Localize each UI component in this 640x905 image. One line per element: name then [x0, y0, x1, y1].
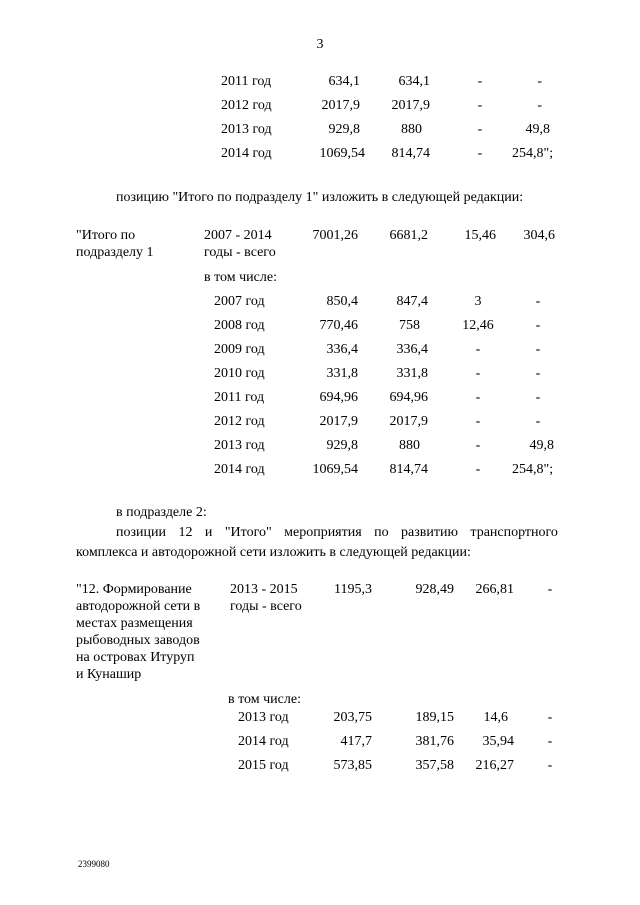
total-cell: 929,8	[326, 438, 358, 453]
year-cell: 2013 год	[238, 710, 289, 725]
year-cell: 2014 год	[221, 146, 272, 161]
year-cell: 2007 год	[214, 294, 265, 309]
total-cell: 203,75	[333, 710, 372, 725]
value-cell: -	[535, 366, 541, 381]
value-cell: -	[475, 438, 481, 453]
value-cell: 694,96	[389, 390, 428, 405]
value-cell: 266,81	[475, 582, 514, 597]
value-cell: 49,8	[529, 438, 554, 453]
value-cell: 15,46	[464, 228, 496, 243]
year-cell: 2014 год	[214, 462, 265, 477]
document-code: 2399080	[78, 859, 110, 869]
value-cell: 880	[399, 438, 420, 453]
word: "Итого"	[224, 525, 272, 540]
value-cell: -	[547, 582, 553, 597]
period-label: 2007 - 2014	[204, 228, 272, 243]
total-cell: 7001,26	[312, 228, 358, 243]
value-cell: 49,8	[525, 122, 550, 137]
value-cell: -	[535, 342, 541, 357]
value-cell: -	[475, 366, 481, 381]
value-cell: 814,74	[391, 146, 430, 161]
total-cell: 573,85	[333, 758, 372, 773]
row-label: подразделу 1	[76, 245, 154, 260]
total-cell: 1069,54	[312, 462, 358, 477]
total-cell: 331,8	[326, 366, 358, 381]
paragraph-line: комплекса и автодорожной сети изложить в следующей редакции:	[76, 545, 471, 560]
value-cell: -	[535, 294, 541, 309]
paragraph: позицию "Итого по подразделу 1" изложить в следующей редакции:	[116, 190, 524, 205]
value-cell: -	[477, 74, 483, 89]
value-cell: 381,76	[415, 734, 454, 749]
total-cell: 2017,9	[321, 98, 360, 113]
total-cell: 694,96	[319, 390, 358, 405]
total-cell: 929,8	[328, 122, 360, 137]
value-cell: 12,46	[462, 318, 494, 333]
year-cell: 2012 год	[221, 98, 272, 113]
value-cell: -	[477, 146, 483, 161]
word: позиции	[116, 525, 166, 540]
value-cell: 814,74	[389, 462, 428, 477]
word: 12	[178, 525, 193, 540]
value-cell: 336,4	[396, 342, 428, 357]
value-cell: -	[477, 98, 483, 113]
year-cell: 2010 год	[214, 366, 265, 381]
value-cell: -	[475, 342, 481, 357]
value-cell: 304,6	[523, 228, 555, 243]
value-cell: 357,58	[415, 758, 454, 773]
year-cell: 2011 год	[221, 74, 272, 89]
year-cell: 2013 год	[221, 122, 272, 137]
value-cell: 758	[399, 318, 420, 333]
word: мероприятия	[284, 525, 362, 540]
value-cell: 634,1	[398, 74, 430, 89]
page-number: 3	[316, 37, 324, 52]
word: по	[374, 525, 389, 540]
value-cell: 2017,9	[391, 98, 430, 113]
including-label: в том числе:	[228, 692, 301, 707]
value-cell: -	[547, 758, 553, 773]
value-cell: -	[535, 414, 541, 429]
period-label: 2013 - 2015	[230, 582, 298, 597]
total-cell: 770,46	[319, 318, 358, 333]
value-cell: 254,8";	[512, 146, 554, 161]
value-cell: -	[477, 122, 483, 137]
value-cell: 3	[474, 294, 482, 309]
paragraph: в подразделе 2:	[116, 505, 207, 520]
year-cell: 2009 год	[214, 342, 265, 357]
row-label: на островах Итуруп	[76, 650, 195, 665]
value-cell: -	[475, 414, 481, 429]
total-cell: 2017,9	[319, 414, 358, 429]
value-cell: 216,27	[475, 758, 514, 773]
row-label: "12. Формирование	[76, 582, 192, 597]
value-cell: -	[537, 74, 542, 89]
value-cell: -	[475, 462, 481, 477]
value-cell: -	[535, 390, 541, 405]
value-cell: 189,15	[415, 710, 454, 725]
value-cell: -	[475, 390, 481, 405]
word: и	[204, 525, 213, 540]
value-cell: -	[547, 710, 553, 725]
value-cell: 847,4	[396, 294, 428, 309]
total-cell: 634,1	[328, 74, 360, 89]
value-cell: -	[535, 318, 541, 333]
period-label: годы - всего	[204, 245, 276, 260]
value-cell: 331,8	[396, 366, 428, 381]
value-cell: 880	[401, 122, 422, 137]
value-cell: 928,49	[415, 582, 454, 597]
row-label: и Кунашир	[76, 667, 142, 682]
value-cell: -	[547, 734, 553, 749]
year-cell: 2014 год	[238, 734, 289, 749]
year-cell: 2012 год	[214, 414, 265, 429]
row-label: рыбоводных заводов	[76, 633, 200, 648]
value-cell: 14,6	[483, 710, 508, 725]
total-cell: 336,4	[326, 342, 358, 357]
including-label: в том числе:	[204, 270, 277, 285]
value-cell: 35,94	[482, 734, 514, 749]
word: транспортного	[470, 525, 558, 540]
value-cell: 6681,2	[389, 228, 428, 243]
value-cell: 2017,9	[389, 414, 428, 429]
total-cell: 1195,3	[334, 582, 372, 597]
year-cell: 2011 год	[214, 390, 265, 405]
value-cell: 254,8";	[512, 462, 554, 477]
row-label: автодорожной сети в	[76, 599, 201, 614]
year-cell: 2013 год	[214, 438, 265, 453]
row-label: "Итого по	[76, 228, 136, 243]
year-cell: 2008 год	[214, 318, 265, 333]
row-label: местах размещения	[76, 616, 193, 631]
total-cell: 1069,54	[319, 146, 365, 161]
value-cell: -	[537, 98, 542, 113]
paragraph-line	[116, 525, 558, 541]
total-cell: 850,4	[326, 294, 358, 309]
period-label: годы - всего	[230, 599, 302, 614]
word: развитию	[401, 525, 458, 540]
year-cell: 2015 год	[238, 758, 289, 773]
total-cell: 417,7	[340, 734, 372, 749]
